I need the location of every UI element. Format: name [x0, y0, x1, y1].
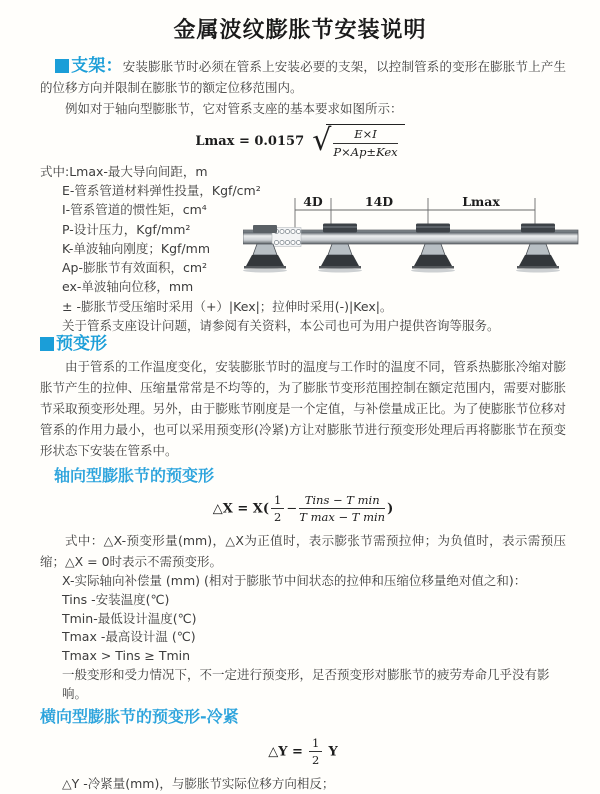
parameter-line: Tmin-最低设计温度(℃)	[62, 610, 197, 626]
dim-label-4d: 4D	[303, 194, 323, 209]
formula1-denominator: P×Ap±Kex	[333, 144, 398, 159]
lateral-preform-heading: 横向型膨胀节的预变形-冷紧	[40, 707, 239, 727]
pipe-support-guide	[516, 224, 560, 273]
parameter-line: Tmax > Tins ≥ Tmin	[62, 648, 191, 664]
temperature-ratio-fraction: $\frac{\text{Tins − T min}}{\text{T max − T min}}$	[299, 493, 386, 525]
formula3-lhs: △Y =	[268, 744, 303, 760]
parameter-line: X-实际轴向补偿量 (mm) (相对于膨胀节中间状态的拉伸和压缩位移量绝对值之和)：	[62, 572, 527, 588]
definition-item: I-管系管道的惯性矩，cm⁴	[62, 202, 207, 218]
formula1-numerator: E×I	[333, 127, 397, 143]
one-half-fraction: $\frac{1}{2}$	[271, 493, 284, 525]
page-title: 金属波纹膨胀节安装说明	[173, 18, 427, 43]
dim-label-14d: 14D	[364, 194, 394, 209]
support-intro-text: 安装膨胀节时必须在管系上安装必要的支架，以控制管系的变形在膨胀节上产生的位移方向并限制在膨胀节的额定位移范围内。	[40, 59, 566, 95]
section-square-icon	[55, 59, 69, 73]
support-section	[40, 56, 566, 119]
minus-sign: −	[286, 501, 298, 517]
preform-section	[40, 330, 566, 794]
support-heading: 支架：	[71, 56, 123, 76]
sqrt-sign: √	[312, 123, 332, 158]
definition-item: E-管系管道材料弹性投量，Kgf/cm²	[62, 183, 261, 199]
parameter-line: Tins -安装温度(℃)	[62, 591, 170, 607]
section-square-icon	[40, 337, 54, 351]
service-note: 关于管系支座设计问题，请参阅有关资料，本公司也可为用户提供咨询等服务。	[62, 318, 500, 334]
pipe-support-guide	[411, 224, 455, 273]
guide-spacing-formula	[0, 124, 600, 159]
pipe-support-guide	[318, 224, 362, 273]
support-example-line: 例如对于轴向型膨胀节，它对管系支座的基本要求如图所示：	[65, 101, 403, 116]
support-intro-paragraph	[40, 56, 566, 98]
lateral-preform-formula	[40, 736, 566, 768]
parameter-line: 一般变形和受力情况下，不一定进行预变形，足否预变形对膨胀节的疲劳寿命几乎没有影响。	[62, 667, 550, 702]
axial-preform-formula	[40, 493, 566, 525]
definition-item: K-单波轴向刚度；Kgf/mm	[62, 240, 210, 256]
sign-convention-note: ± -膨胀节受压缩时采用（+）|Kex|；拉伸时采用(-)|Kex|。	[62, 299, 393, 314]
formula1-lhs: Lmax = 0.0157	[195, 134, 305, 149]
formula1-radicand	[326, 124, 404, 159]
formula2-close-paren: )	[387, 501, 394, 517]
axial-parameter-lines	[40, 572, 566, 704]
pipe-support-diagram	[243, 193, 583, 290]
definition-item: ex-单波轴向位移，mm	[62, 279, 194, 295]
preform-body: 由于管系的工作温度变化，安装膨胀节时的温度与工作时的温度不同，管系热膨胀冷缩对膨胀节产生的拉伸、压缩量常常是不均等的，为了膨胀节变形范围控制在额定范围内，需要对膨胀节采取预变形处理。另外，由于膨账节刚度是一个定值，与补偿量成正比。为了使膨胀节位移对管系的作用力最小，也可以采用预变形(冷紧)方让对膨胀节进行预变形处理后再将膨胀节在预变形状态下安装在管系中。	[40, 359, 566, 458]
parameter-line: Tmax -最高设计温 (℃)	[62, 629, 196, 645]
formula3-rhs: Y	[328, 744, 338, 760]
preform-heading: 预变形	[56, 334, 107, 354]
definition-item: 式中:Lmax-最大导向间距，m	[40, 164, 208, 179]
definition-item: Ap-膨胀节有效面积，cm²	[62, 260, 208, 276]
preform-heading-row	[40, 330, 566, 355]
dim-label-lmax: Lmax	[462, 194, 500, 209]
lateral-note: △Y -冷紧量(mm)，与膨胀节实际位移方向相反；	[62, 775, 335, 791]
formula2-lhs: △X = X(	[212, 501, 270, 517]
axial-preform-heading: 轴向型膨胀节的预变形	[54, 466, 215, 485]
one-half-fraction: $\frac{1}{2}$	[309, 736, 322, 768]
axial-formula-explain: 式中：△X-预变形量(mm)，△X为正值时，表示膨张节需预拉伸；为负值时，表示需预压缩；△X = 0时表示不需预变形。	[40, 532, 566, 569]
definition-item: P-设计压力，Kgf/mm²	[62, 221, 191, 237]
